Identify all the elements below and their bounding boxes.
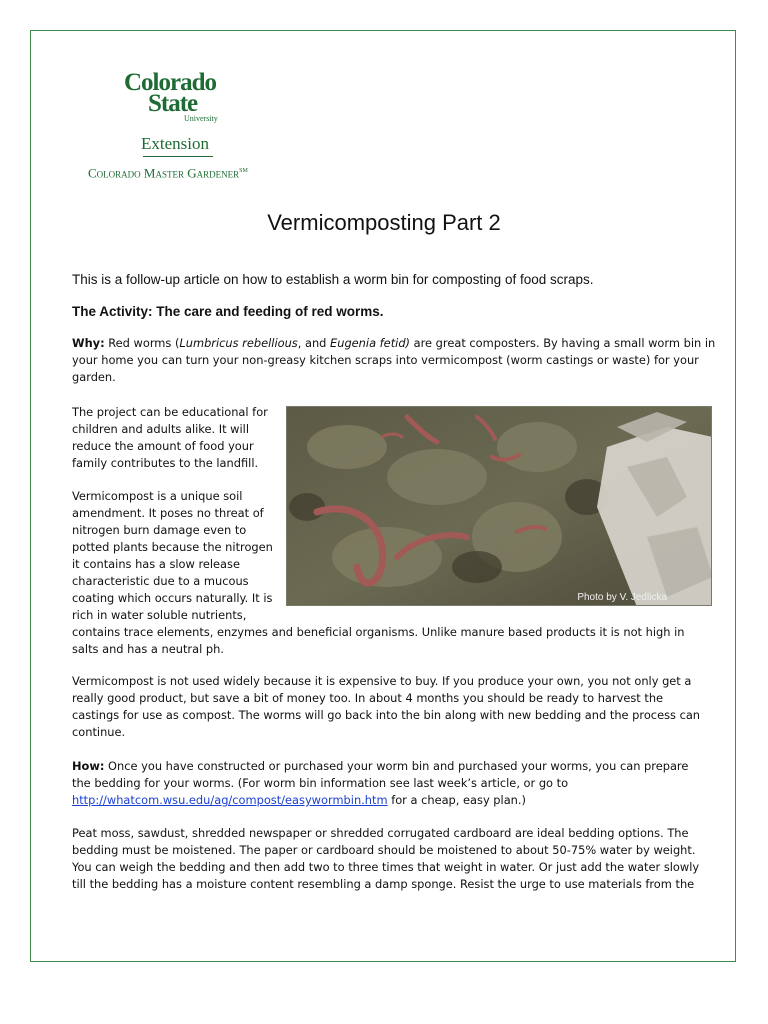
section-heading: The Activity: The care and feeding of red worms. <box>72 304 384 319</box>
why-paragraph: Why: Red worms (Lumbricus rebellious, and Eugenia fetid) are great composters. By having a small worm bin in your home you can turn your non-greasy kitchen scraps into vermicompost (worm castings or waste) for your garden. <box>72 336 716 384</box>
logo-divider <box>143 156 213 157</box>
why-label: Why: <box>72 336 105 350</box>
species-name: Lumbricus rebellious <box>179 336 298 350</box>
csu-extension-logo <box>88 70 278 185</box>
photo-credit: Photo by V. Jedlicka <box>577 592 667 603</box>
intro-text: This is a follow-up article on how to establish a worm bin for composting of food scraps. <box>72 272 594 287</box>
cost-paragraph: Vermicompost is not used widely because it is expensive to buy. If you produce your own, you not only get a really good product, but save a bit of money too. In about 4 months you should be ready to harvest the castings for use as compost. The worms will go back into the bin along with new bedding and the process can continue. <box>72 674 701 739</box>
how-paragraph: How: Once you have constructed or purchased your worm bin and purchased your worms, you can prepare the bedding for your worms. (For worm bin information see last week’s article, or go to http://whatcom.wsu.edu/ag/compost/easywormbin.htm for a cheap, easy plan.) <box>72 759 689 807</box>
logo-state: State <box>148 90 198 117</box>
logo-colorado: Colorado <box>124 69 216 96</box>
vermicompost-paragraph: Vermicompost is a unique soil amendment. It poses no threat of nitrogen burn damage even to potted plants because the nitrogen it contains has a slow release characteristic due to a mucous coating which occurs naturally. It is rich in water soluble nutrients, <box>72 489 273 622</box>
worms-photo-image <box>287 407 712 606</box>
logo-extension: Extension <box>141 134 209 153</box>
worms-photo <box>286 406 712 606</box>
worm-bin-link[interactable]: http://whatcom.wsu.edu/ag/compost/easywormbin.htm <box>72 793 388 807</box>
species-name: Eugenia fetid) <box>330 336 410 350</box>
logo-program: Colorado Master Gardener℠ <box>88 165 248 181</box>
how-label: How: <box>72 759 105 773</box>
bedding-paragraph: Peat moss, sawdust, shredded newspaper or shredded corrugated cardboard are ideal bedding options. The bedding must be moistened. The paper or cardboard should be moistened to about 50-75% water by weight. You can weigh the bedding and then add two to three times that weight in water. Or just add the water slowly till the bedding has a moisture content resembling a damp sponge. Resist the urge to use materials from the <box>72 826 700 891</box>
service-mark: SM <box>239 168 248 174</box>
logo-university: University <box>184 114 218 123</box>
vermicompost-paragraph-continued: contains trace elements, enzymes and beneficial organisms. Unlike manure based products it is not high in salts and has a neutral ph. <box>72 625 685 656</box>
education-paragraph: The project can be educational for children and adults alike. It will reduce the amount of food your family contributes to the landfill. <box>72 405 268 470</box>
page-title: Vermicomposting Part 2 <box>267 210 501 235</box>
